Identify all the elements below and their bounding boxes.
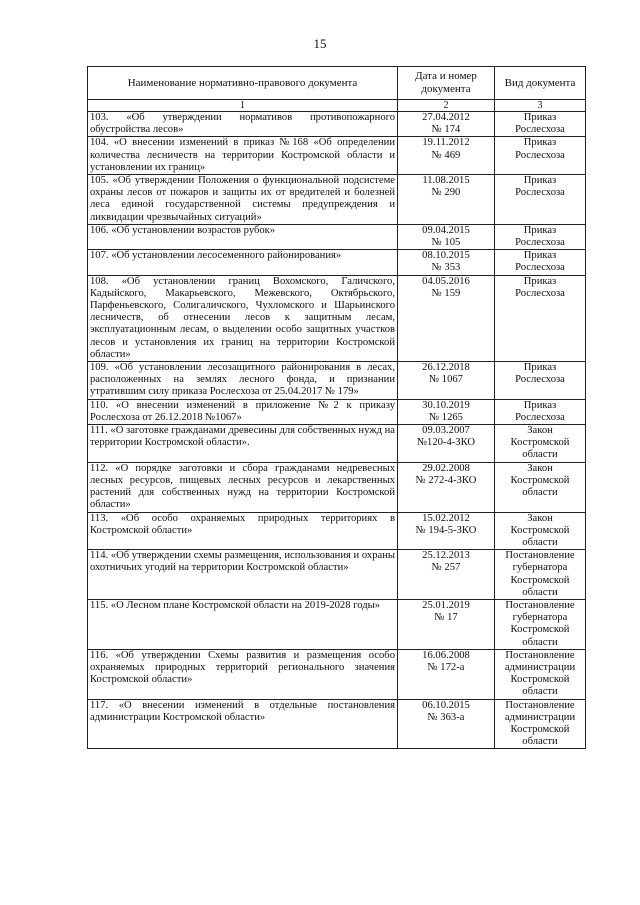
document-type: Закон Костромской области [495,512,586,550]
document-name: 106. «Об установлении возрастов рубок» [88,224,398,249]
document-type: Приказ Рослесхоза [495,275,586,361]
document-type: Приказ Рослесхоза [495,112,586,137]
document-type: Приказ Рослесхоза [495,250,586,275]
document-date-number: 16.06.2008 № 172-а [398,649,495,699]
document-date-number: 08.10.2015 № 353 [398,250,495,275]
document-name: 117. «О внесении изменений в отдельные постановления администрации Костромской области» [88,699,398,749]
column-number: 2 [398,100,495,112]
document-type: Приказ Рослесхоза [495,399,586,424]
table-row [88,112,586,137]
document-type: Закон Костромской области [495,462,586,512]
document-type: Приказ Рослесхоза [495,362,586,400]
document-name: 116. «Об утверждении Схемы развития и размещения особо охраняемых природных территорий регионального значения Костромской области» [88,649,398,699]
document-date-number: 26.12.2018 № 1067 [398,362,495,400]
table-row [88,362,586,400]
header-date: Дата и номер документа [398,67,495,100]
table-row [88,699,586,749]
document-name: 107. «Об установлении лесосеменного районирования» [88,250,398,275]
table-row [88,599,586,649]
document-date-number: 19.11.2012 № 469 [398,137,495,175]
table-row [88,224,586,249]
table-row [88,175,586,225]
document-date-number: 06.10.2015 № 363-а [398,699,495,749]
document-name: 112. «О порядке заготовки и сбора гражданами недревесных лесных ресурсов, пищевых лесных ресурсов и лекарственных растений для собственных нужд на территории Костромской области» [88,462,398,512]
column-number-row [88,100,586,112]
document-name: 110. «О внесении изменений в приложение №2 к приказу Рослесхоза от 26.12.2018 №1067» [88,399,398,424]
document-name: 109. «Об установлении лесозащитного районирования в лесах, расположенных на землях лесного фонда, и признании утратившим силу приказа Рослесхоза от 25.04.2017 № 179» [88,362,398,400]
document-type: Приказ Рослесхоза [495,137,586,175]
document-date-number: 15.02.2012 № 194-5-ЗКО [398,512,495,550]
document-type: Постановление губернатора Костромской области [495,550,586,600]
document-date-number: 09.04.2015 № 105 [398,224,495,249]
document-name: 103. «Об утверждении нормативов противопожарного обустройства лесов» [88,112,398,137]
table-row [88,462,586,512]
document-date-number: 27.04.2012 № 174 [398,112,495,137]
column-number: 1 [88,100,398,112]
document-name: 108. «Об установлении границ Вохомского, Галичского, Кадыйского, Макарьевского, Межевского, Октябрьского, Парфеньевского, Солигаличского, Чухломского и Шарьинского лесничеств, об отнесении лесов к защитным лесам, эксплуатационным лесам, о выделении особо защитных участков лесов и установления их границ на территории Костромской области» [88,275,398,361]
document-date-number: 29.02.2008 № 272-4-ЗКО [398,462,495,512]
document-date-number: 25.12.2013 № 257 [398,550,495,600]
document-date-number: 30.10.2019 № 1265 [398,399,495,424]
table-row [88,399,586,424]
table-row [88,649,586,699]
table-row [88,550,586,600]
table-header-row [88,67,586,100]
document-name: 114. «Об утверждении схемы размещения, использования и охраны охотничьих угодий на территории Костромской области» [88,550,398,600]
document-name: 105. «Об утверждении Положения о функциональной подсистеме охраны лесов от пожаров и защиты их от вредителей и болезней леса единой государственной системы предупреждения и ликвидации чрезвычайных ситуаций» [88,175,398,225]
document-type: Приказ Рослесхоза [495,224,586,249]
document-date-number: 09.03.2007 №120-4-ЗКО [398,425,495,463]
document-date-number: 11.08.2015 № 290 [398,175,495,225]
document-name: 115. «О Лесном плане Костромской области на 2019-2028 годы» [88,599,398,649]
table-row [88,512,586,550]
document-type: Закон Костромской области [495,425,586,463]
regulations-table [87,66,586,749]
page-number: 15 [313,36,327,51]
header-name: Наименование нормативно-правового документа [88,67,398,100]
document-type: Постановление администрации Костромской области [495,649,586,699]
column-number: 3 [495,100,586,112]
document-date-number: 25.01.2019 № 17 [398,599,495,649]
document-name: 104. «О внесении изменений в приказ №168 «Об определении количества лесничеств на территории Костромской области и установлении их границ» [88,137,398,175]
table-row [88,275,586,361]
header-kind: Вид документа [495,67,586,100]
document-name: 113. «Об особо охраняемых природных территориях в Костромской области» [88,512,398,550]
table-row [88,425,586,463]
table-row [88,250,586,275]
document-date-number: 04.05.2016 № 159 [398,275,495,361]
document-type: Постановление губернатора Костромской области [495,599,586,649]
document-name: 111. «О заготовке гражданами древесины для собственных нужд на территории Костромской области». [88,425,398,463]
document-type: Приказ Рослесхоза [495,175,586,225]
table-row [88,137,586,175]
document-type: Постановление администрации Костромской области [495,699,586,749]
